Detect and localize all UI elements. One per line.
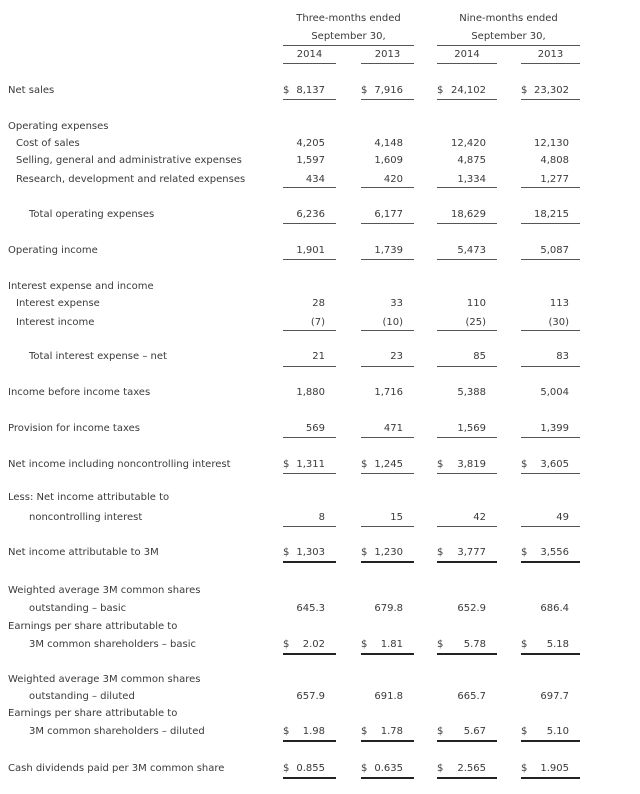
year-header: 2013: [374, 49, 401, 60]
value: 4,205: [296, 138, 325, 149]
header-rule: [283, 45, 414, 46]
currency-symbol: $: [361, 459, 368, 470]
value-cell: [361, 85, 414, 97]
value: 1,569: [457, 423, 486, 434]
value-cell: [521, 245, 580, 257]
underline: [521, 437, 580, 438]
currency-symbol: $: [361, 547, 368, 558]
underline: [361, 259, 414, 260]
value: 21: [312, 351, 325, 362]
row-label: Operating income: [8, 245, 98, 256]
header-rule: [437, 45, 580, 46]
currency-symbol: $: [437, 85, 444, 96]
value: 679.8: [374, 603, 403, 614]
value-cell: [521, 209, 580, 221]
value-cell: [437, 512, 497, 524]
value: 686.4: [540, 603, 569, 614]
value: (25): [465, 317, 486, 328]
row-label: Research, development and related expenses: [16, 174, 246, 185]
value-cell: [437, 603, 497, 615]
currency-symbol: $: [361, 85, 368, 96]
value-cell: [361, 726, 414, 738]
value-cell: [437, 209, 497, 221]
value-cell: [521, 387, 580, 399]
currency-symbol: $: [437, 726, 444, 737]
value-cell: [361, 459, 414, 471]
currency-symbol: $: [437, 547, 444, 558]
value: 83: [556, 351, 569, 362]
underline: [521, 473, 580, 474]
value: (10): [382, 317, 403, 328]
header-nine-months-line1: Nine-months ended: [459, 13, 558, 24]
year-rule: [521, 63, 580, 64]
value-cell: [437, 691, 497, 703]
value-cell: [521, 138, 580, 150]
header-three-months-line1: Three-months ended: [296, 13, 401, 24]
value-cell: [361, 351, 414, 363]
currency-symbol: $: [437, 639, 444, 650]
row-label: Interest expense: [16, 298, 100, 309]
currency-symbol: $: [521, 726, 528, 737]
value-cell: [283, 603, 336, 615]
double-underline: [437, 653, 497, 655]
value-cell: [361, 639, 414, 651]
row-label-continued: outstanding – basic: [29, 603, 127, 614]
underline: [521, 99, 580, 100]
value-cell: [361, 317, 414, 329]
value: 1,399: [540, 423, 569, 434]
value: 471: [383, 423, 403, 434]
value: 420: [383, 174, 403, 185]
value: (7): [310, 317, 325, 328]
currency-symbol: $: [283, 547, 290, 558]
value: 0.635: [374, 763, 403, 774]
value: 23,302: [534, 85, 569, 96]
row-label: Earnings per share attributable to: [8, 621, 178, 632]
value-cell: [361, 245, 414, 257]
row-label-continued: outstanding – diluted: [29, 691, 135, 702]
underline: [283, 526, 336, 527]
value: 1.81: [380, 639, 403, 650]
currency-symbol: $: [521, 763, 528, 774]
value-cell: [283, 351, 336, 363]
value: 7,916: [374, 85, 403, 96]
row-label: Net income attributable to 3M: [8, 547, 159, 558]
value-cell: [283, 547, 336, 559]
row-label: Total operating expenses: [29, 209, 155, 220]
value-cell: [283, 174, 336, 186]
underline: [437, 330, 497, 331]
underline: [521, 330, 580, 331]
value: 12,420: [451, 138, 486, 149]
value: 3,556: [540, 547, 569, 558]
double-underline: [361, 740, 414, 742]
double-underline: [361, 777, 414, 779]
value: 434: [305, 174, 325, 185]
double-underline: [283, 561, 336, 563]
currency-symbol: $: [521, 547, 528, 558]
currency-symbol: $: [521, 639, 528, 650]
year-rule: [361, 63, 414, 64]
underline: [437, 259, 497, 260]
value: 12,130: [534, 138, 569, 149]
value-cell: [361, 298, 414, 310]
currency-symbol: $: [361, 726, 368, 737]
value: 1.78: [380, 726, 403, 737]
value: 5.18: [546, 639, 569, 650]
value-cell: [361, 423, 414, 435]
value-cell: [283, 85, 336, 97]
row-label: Cash dividends paid per 3M common share: [8, 763, 225, 774]
value-cell: [521, 459, 580, 471]
value: 23: [390, 351, 403, 362]
currency-symbol: $: [521, 85, 528, 96]
value: 8: [318, 512, 325, 523]
value: 691.8: [374, 691, 403, 702]
value: 5,388: [457, 387, 486, 398]
value: 18,629: [451, 209, 486, 220]
double-underline: [521, 561, 580, 563]
value: 1,334: [457, 174, 486, 185]
underline: [437, 526, 497, 527]
value-cell: [283, 317, 336, 329]
row-label: Income before income taxes: [8, 387, 151, 398]
value-cell: [437, 639, 497, 651]
value-cell: [283, 209, 336, 221]
underline: [361, 330, 414, 331]
value: 33: [390, 298, 403, 309]
row-label: Cost of sales: [16, 138, 80, 149]
value: 85: [473, 351, 486, 362]
underline: [521, 526, 580, 527]
value-cell: [437, 174, 497, 186]
value-cell: [283, 459, 336, 471]
value: 1.905: [540, 763, 569, 774]
currency-symbol: $: [437, 763, 444, 774]
value-cell: [521, 763, 580, 775]
value-cell: [437, 351, 497, 363]
value-cell: [283, 726, 336, 738]
value-cell: [521, 691, 580, 703]
value-cell: [521, 603, 580, 615]
value-cell: [521, 155, 580, 167]
double-underline: [437, 777, 497, 779]
value: 652.9: [457, 603, 486, 614]
double-underline: [361, 561, 414, 563]
value: 5,473: [457, 245, 486, 256]
underline: [283, 473, 336, 474]
value-cell: [283, 155, 336, 167]
row-label-continued: noncontrolling interest: [29, 512, 143, 523]
header-nine-months-line2: September 30,: [471, 31, 546, 42]
double-underline: [521, 740, 580, 742]
value-cell: [521, 351, 580, 363]
value-cell: [437, 317, 497, 329]
double-underline: [283, 740, 336, 742]
value-cell: [361, 691, 414, 703]
value: 5.10: [546, 726, 569, 737]
underline: [437, 99, 497, 100]
underline: [361, 526, 414, 527]
value-cell: [361, 174, 414, 186]
value-cell: [283, 639, 336, 651]
value: 5,087: [540, 245, 569, 256]
value: 5.78: [463, 639, 486, 650]
double-underline: [437, 561, 497, 563]
value: 4,875: [457, 155, 486, 166]
currency-symbol: $: [283, 639, 290, 650]
underline: [437, 437, 497, 438]
underline: [283, 223, 336, 224]
value: 1,597: [296, 155, 325, 166]
currency-symbol: $: [283, 459, 290, 470]
value-cell: [361, 138, 414, 150]
underline: [521, 187, 580, 188]
underline: [283, 330, 336, 331]
value: 15: [390, 512, 403, 523]
underline: [361, 187, 414, 188]
underline: [361, 99, 414, 100]
currency-symbol: $: [283, 726, 290, 737]
value-cell: [283, 245, 336, 257]
value: 1,716: [374, 387, 403, 398]
value-cell: [437, 138, 497, 150]
underline: [283, 366, 336, 367]
underline: [437, 473, 497, 474]
currency-symbol: $: [437, 459, 444, 470]
currency-symbol: $: [361, 639, 368, 650]
value-cell: [283, 298, 336, 310]
value: 569: [305, 423, 325, 434]
value-cell: [361, 209, 414, 221]
underline: [437, 366, 497, 367]
value: 8,137: [296, 85, 325, 96]
value-cell: [521, 174, 580, 186]
row-label-continued: 3M common shareholders – basic: [29, 639, 196, 650]
currency-symbol: $: [361, 763, 368, 774]
value: 0.855: [296, 763, 325, 774]
value-cell: [437, 245, 497, 257]
value: 1,230: [374, 547, 403, 558]
double-underline: [521, 777, 580, 779]
year-rule: [283, 63, 336, 64]
row-label: Interest expense and income: [8, 281, 154, 292]
value: 697.7: [540, 691, 569, 702]
value-cell: [361, 763, 414, 775]
value: 1,277: [540, 174, 569, 185]
value: 28: [312, 298, 325, 309]
row-label-continued: 3M common shareholders – diluted: [29, 726, 205, 737]
currency-symbol: $: [283, 763, 290, 774]
underline: [283, 99, 336, 100]
value: 2.565: [457, 763, 486, 774]
value: 24,102: [451, 85, 486, 96]
value: 1,245: [374, 459, 403, 470]
value-cell: [437, 155, 497, 167]
row-label: Weighted average 3M common shares: [8, 674, 201, 685]
row-label: Selling, general and administrative expenses: [16, 155, 242, 166]
underline: [437, 223, 497, 224]
value-cell: [437, 85, 497, 97]
underline: [521, 259, 580, 260]
double-underline: [283, 653, 336, 655]
year-header: 2014: [296, 49, 323, 60]
value-cell: [283, 387, 336, 399]
value-cell: [437, 298, 497, 310]
row-label: Interest income: [16, 317, 95, 328]
value-cell: [283, 512, 336, 524]
underline: [361, 473, 414, 474]
underline: [361, 437, 414, 438]
row-label: Net income including noncontrolling interest: [8, 459, 231, 470]
value-cell: [521, 85, 580, 97]
value: 5.67: [463, 726, 486, 737]
value-cell: [437, 423, 497, 435]
row-label: Net sales: [8, 85, 55, 96]
value: 3,777: [457, 547, 486, 558]
value-cell: [521, 726, 580, 738]
value-cell: [437, 726, 497, 738]
value: 2.02: [302, 639, 325, 650]
value-cell: [283, 138, 336, 150]
value: 665.7: [457, 691, 486, 702]
value: 1,609: [374, 155, 403, 166]
value-cell: [437, 459, 497, 471]
value: 6,236: [296, 209, 325, 220]
value-cell: [361, 387, 414, 399]
value-cell: [361, 155, 414, 167]
double-underline: [437, 740, 497, 742]
value: 4,148: [374, 138, 403, 149]
value-cell: [521, 547, 580, 559]
value-cell: [283, 423, 336, 435]
value: (30): [548, 317, 569, 328]
value-cell: [437, 763, 497, 775]
value: 1,739: [374, 245, 403, 256]
header-three-months-line2: September 30,: [311, 31, 386, 42]
double-underline: [283, 777, 336, 779]
year-header: 2014: [454, 49, 480, 60]
currency-symbol: $: [521, 459, 528, 470]
value: 3,819: [457, 459, 486, 470]
row-label: Earnings per share attributable to: [8, 708, 178, 719]
row-label: Less: Net income attributable to: [8, 492, 170, 503]
value-cell: [521, 512, 580, 524]
value-cell: [521, 639, 580, 651]
value: 657.9: [296, 691, 325, 702]
currency-symbol: $: [283, 85, 290, 96]
value: 1,311: [296, 459, 325, 470]
year-rule: [437, 63, 497, 64]
value-cell: [361, 512, 414, 524]
value: 6,177: [374, 209, 403, 220]
value: 113: [549, 298, 569, 309]
value: 3,605: [540, 459, 569, 470]
double-underline: [521, 653, 580, 655]
value-cell: [437, 547, 497, 559]
value: 18,215: [534, 209, 569, 220]
row-label: Total interest expense – net: [29, 351, 167, 362]
value: 110: [466, 298, 486, 309]
value: 1,880: [296, 387, 325, 398]
value: 1,303: [296, 547, 325, 558]
value: 4,808: [540, 155, 569, 166]
underline: [437, 187, 497, 188]
value-cell: [437, 387, 497, 399]
value: 49: [556, 512, 569, 523]
double-underline: [361, 653, 414, 655]
row-label: Operating expenses: [8, 121, 109, 132]
value: 645.3: [296, 603, 325, 614]
value-cell: [521, 317, 580, 329]
value: 1,901: [296, 245, 325, 256]
underline: [361, 223, 414, 224]
underline: [283, 187, 336, 188]
value-cell: [521, 298, 580, 310]
underline: [521, 223, 580, 224]
value-cell: [361, 603, 414, 615]
value-cell: [521, 423, 580, 435]
value-cell: [283, 763, 336, 775]
value: 5,004: [540, 387, 569, 398]
underline: [283, 259, 336, 260]
row-label: Provision for income taxes: [8, 423, 140, 434]
year-header: 2013: [537, 49, 564, 60]
underline: [283, 437, 336, 438]
value: 42: [473, 512, 486, 523]
underline: [521, 366, 580, 367]
value-cell: [283, 691, 336, 703]
value: 1.98: [302, 726, 325, 737]
row-label: Weighted average 3M common shares: [8, 585, 201, 596]
value-cell: [361, 547, 414, 559]
underline: [361, 366, 414, 367]
